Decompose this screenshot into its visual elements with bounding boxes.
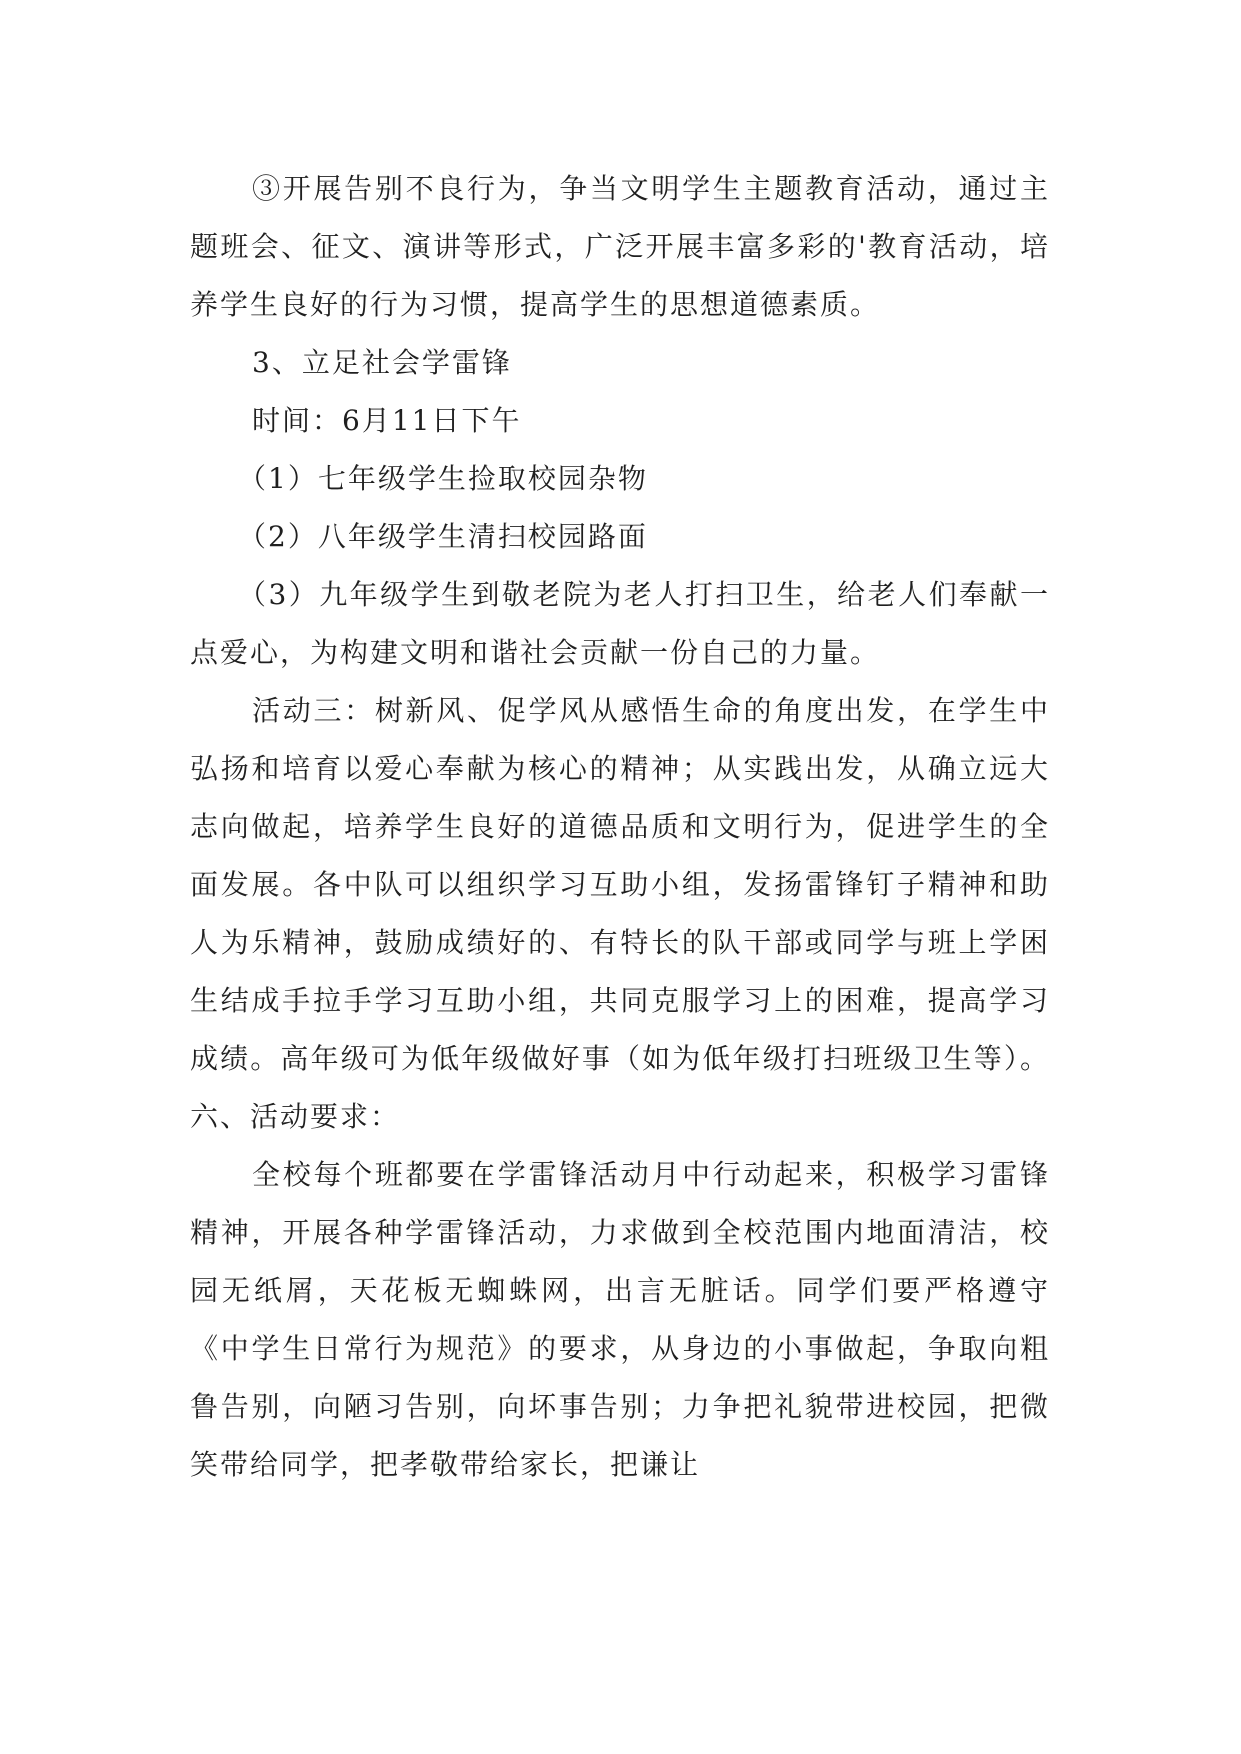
document-body (190, 160, 1050, 1494)
list-item-grade-nine: （3）九年级学生到敬老院为老人打扫卫生，给老人们奉献一点爱心，为构建文明和谐社会贡献一份自己的力量。 (190, 578, 1050, 669)
list-item-grade-seven: （1）七年级学生捡取校园杂物 (238, 462, 648, 495)
paragraph-requirements: 全校每个班都要在学雷锋活动月中行动起来，积极学习雷锋精神，开展各种学雷锋活动，力求做到全校范围内地面清洁，校园无纸屑，天花板无蜘蛛网，出言无脏话。同学们要严格遵守《中学生日常行为规范》的要求，从身边的小事做起，争取向粗鲁告别，向陋习告别，向坏事告别；力争把礼貌带进校园，把微笑带给同学，把孝敬带给家长，把谦让 (190, 1158, 1050, 1481)
list-item-grade-eight: （2）八年级学生清扫校园路面 (238, 520, 648, 553)
paragraph-activity-three: 活动三：树新风、促学风从感悟生命的角度出发，在学生中弘扬和培育以爱心奉献为核心的精神；从实践出发，从确立远大志向做起，培养学生良好的道德品质和文明行为，促进学生的全面发展。各中队可以组织学习互助小组，发扬雷锋钉子精神和助人为乐精神，鼓励成绩好的、有特长的队干部或同学与班上学困生结成手拉手学习互助小组，共同克服学习上的困难，提高学习成绩。高年级可为低年级做好事（如为低年级打扫班级卫生等）。六、活动要求： (190, 694, 1050, 1133)
paragraph-theme-education: ③开展告别不良行为，争当文明学生主题教育活动，通过主题班会、征文、演讲等形式，广泛开展丰富多彩的'教育活动，培养学生良好的行为习惯，提高学生的思想道德素质。 (190, 172, 1050, 321)
section-heading-society: 3、立足社会学雷锋 (252, 346, 512, 379)
time-line: 时间：6月11日下午 (252, 404, 522, 437)
